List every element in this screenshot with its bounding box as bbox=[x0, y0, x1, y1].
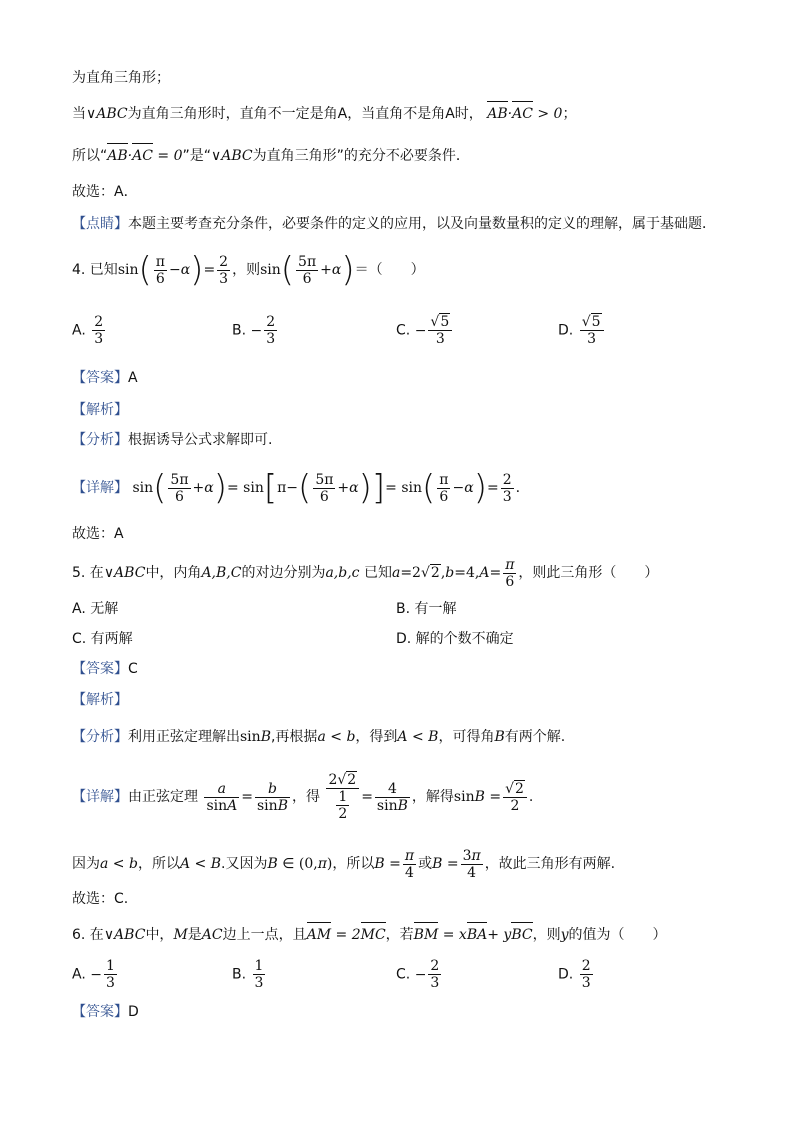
question-5: 5. 在∨ABC中，内角A,B,C的对边分别为a,b,c 已知a=2√2,b=4,A= $\frac{\pi}{6}$ ，则此三角形（ ） bbox=[72, 556, 659, 590]
math-expr: $\frac{√5}{3}$ bbox=[580, 314, 604, 347]
math-expr: a bbox=[391, 565, 401, 581]
text-line bbox=[72, 182, 138, 202]
paragraph-text: ，则此三角形（ ） bbox=[518, 565, 659, 581]
paragraph-text: 因为 bbox=[72, 856, 100, 872]
text-line bbox=[72, 889, 128, 909]
text-line bbox=[72, 104, 576, 124]
answer-line bbox=[72, 659, 138, 679]
math-expr: ∨ABC bbox=[211, 148, 253, 164]
math-expr: AB·AC = 0 bbox=[107, 148, 183, 164]
option-a bbox=[72, 314, 107, 347]
paragraph-text: 故选：A． bbox=[72, 184, 138, 200]
question-4 bbox=[72, 252, 425, 288]
paragraph-text: 有两个解. bbox=[504, 729, 566, 745]
math-expr: $\frac{a}{\sin A}$ bbox=[206, 780, 238, 814]
math-expr: A,B,C bbox=[201, 565, 242, 581]
detail-line: 【详解】由正弦定理 $\frac{a}{\sin A}$ = $\frac{b}{\sin B}$ ，得 $\frac{2√2}{\frac{1}{2}}$ = $\frac{4}{\sin B}$ ，解得sinB = $\frac{√2}{2}$ . bbox=[72, 772, 534, 822]
paragraph-text: ，若 bbox=[385, 927, 414, 943]
option-text: A. 无解 bbox=[72, 601, 119, 617]
paragraph-text: ，所以 bbox=[137, 856, 180, 872]
question-number: 4. 已知 bbox=[72, 262, 118, 278]
option-c bbox=[72, 628, 133, 648]
math-expr: − $\frac{√5}{3}$ bbox=[415, 323, 455, 339]
paragraph-text: ，可得角 bbox=[438, 729, 495, 745]
paragraph-text: ，得 bbox=[291, 789, 320, 805]
analysis-line: 【分析】利用正弦定理解出sinB,再根据a < b，得到A < B，可得角B有两个解. bbox=[72, 729, 566, 745]
section-tag: 【答案】 bbox=[72, 1004, 128, 1020]
analysis-header bbox=[72, 400, 128, 420]
paragraph-text: ，故此三角形有两解. bbox=[484, 856, 616, 872]
math-expr: $\frac{2}{3}$ bbox=[94, 314, 104, 347]
paragraph-text: 本题主要考查充分条件，必要条件的定义的应用，以及向量数量积的定义的理解，属于基础题． bbox=[128, 216, 716, 232]
paragraph-text: 根据诱导公式求解即可. bbox=[128, 432, 273, 448]
text-line bbox=[72, 524, 124, 544]
paragraph-text: 中，内角 bbox=[145, 565, 202, 581]
paragraph-text: 故选：A bbox=[72, 526, 124, 542]
math-expr: sin( $\frac{5\pi}{6}$ +α)= sin[π−( $\frac{5\pi}{6}$ +α)]= sin( $\frac{\pi}{6}$ −α)= $\frac{2}{3}$ . bbox=[132, 468, 521, 508]
paragraph-text: ＝（ ） bbox=[354, 262, 425, 278]
option-b bbox=[232, 314, 279, 347]
option-letter: A. bbox=[72, 966, 86, 983]
reason-line: 因为a < b，所以A < B.又因为B ∈ (0,π)，所以B = $\frac{\pi}{4}$ 或B = $\frac{3\pi}{4}$ ，故此三角形有两解. bbox=[72, 847, 616, 881]
option-a bbox=[72, 598, 118, 618]
option-d bbox=[558, 314, 606, 347]
section-tag: 【答案】 bbox=[72, 661, 128, 677]
paragraph-text: ，解得 bbox=[411, 789, 454, 805]
section-tag: 【详解】 bbox=[72, 480, 128, 496]
section-tag: 【详解】 bbox=[72, 789, 128, 805]
paragraph-text: 当 bbox=[72, 106, 86, 122]
option-c: C. − $\frac{2}{3}$ bbox=[396, 958, 440, 991]
paragraph-text: ,再根据 bbox=[270, 729, 318, 745]
option-letter: D. bbox=[558, 322, 574, 339]
question-6: 6. 在∨ABC中，M是AC边上一点，且AM = 2MC，若BM = xBA+ yBC，则y的值为（ ） bbox=[72, 927, 667, 943]
paragraph-text: ，则 bbox=[532, 927, 561, 943]
section-tag: 【分析】 bbox=[72, 432, 128, 448]
answer-value: A bbox=[128, 370, 138, 386]
answer-value: C bbox=[128, 661, 138, 677]
section-tag: 【点睛】 bbox=[72, 216, 128, 232]
analysis-line bbox=[72, 430, 272, 450]
option-letter: B. bbox=[232, 322, 247, 339]
math-expr: sin( $\frac{5\pi}{6}$ +α) bbox=[260, 250, 355, 290]
option-letter: A. bbox=[72, 322, 86, 339]
answer-value: D bbox=[128, 1004, 139, 1020]
paragraph-text: 为直角三角形时，直角不一定是角A，当直角不是角A时， bbox=[127, 106, 483, 122]
math-expr: sin( $\frac{\pi}{6}$ −α)= $\frac{2}{3}$ bbox=[117, 250, 229, 290]
section-tag: 【答案】 bbox=[72, 370, 128, 386]
paragraph-text: ，所以 bbox=[332, 856, 375, 872]
paragraph-text: ，则 bbox=[232, 262, 261, 278]
section-tag: 【解析】 bbox=[72, 692, 128, 708]
paragraph-text: 为直角三角形； bbox=[72, 70, 170, 86]
math-expr: − $\frac{2}{3}$ bbox=[250, 314, 276, 347]
option-b bbox=[396, 598, 457, 618]
paragraph-text: 利用正弦定理解出 bbox=[128, 729, 240, 745]
option-letter: D. bbox=[558, 966, 574, 983]
option-d bbox=[396, 628, 514, 648]
question-number: 5. 在 bbox=[72, 565, 104, 581]
math-expr: ∨ABC bbox=[103, 565, 146, 581]
text-line bbox=[72, 146, 470, 166]
option-a: A. − $\frac{1}{3}$ bbox=[72, 958, 115, 991]
paragraph-text: 为直角三角形”的充分不必要条件． bbox=[252, 148, 470, 164]
option-letter: C. bbox=[396, 966, 411, 983]
paragraph-text: ； bbox=[562, 106, 577, 122]
math-expr: ∨ABC bbox=[86, 106, 128, 122]
paragraph-text: 或 bbox=[418, 856, 433, 872]
paragraph-text: 所以“ bbox=[72, 148, 108, 164]
option-text: C. 有两解 bbox=[72, 631, 133, 647]
paragraph-text: 已知 bbox=[363, 565, 392, 581]
analysis-header bbox=[72, 690, 128, 710]
paragraph-text: 的对边分别为 bbox=[241, 565, 326, 581]
paragraph-text: .又因为 bbox=[221, 856, 268, 872]
question-number: 6. 在 bbox=[72, 927, 104, 943]
text-line bbox=[72, 68, 170, 88]
paragraph-text: 边上一点，且 bbox=[222, 927, 307, 943]
paragraph-text: 由正弦定理 bbox=[128, 789, 198, 805]
option-text: B. 有一解 bbox=[396, 601, 457, 617]
answer-line bbox=[72, 1002, 139, 1022]
paragraph-text: ”是“ bbox=[182, 148, 212, 164]
answer-line bbox=[72, 368, 138, 388]
paragraph-text: ，得到 bbox=[355, 729, 398, 745]
option-letter: B. bbox=[232, 966, 247, 983]
paragraph-text: 故选：C. bbox=[72, 891, 129, 907]
text-line bbox=[72, 214, 716, 234]
option-c bbox=[396, 314, 454, 347]
paragraph-text: 的值为（ ） bbox=[568, 927, 667, 943]
section-tag: 【分析】 bbox=[72, 729, 128, 745]
option-letter: C. bbox=[396, 322, 411, 339]
math-expr: AB·AC > 0 bbox=[487, 106, 563, 122]
paragraph-text: 是 bbox=[187, 927, 202, 943]
math-expr: $\frac{2√2}{\frac{1}{2}}$ bbox=[326, 772, 359, 822]
detail-line bbox=[72, 470, 520, 506]
option-d: D. $\frac{2}{3}$ bbox=[558, 958, 591, 991]
section-tag: 【解析】 bbox=[72, 402, 128, 418]
option-b: B. $\frac{1}{3}$ bbox=[232, 958, 264, 991]
paragraph-text: 中， bbox=[145, 927, 174, 943]
math-expr: a,b,c bbox=[325, 565, 360, 581]
option-text: D. 解的个数不确定 bbox=[396, 631, 514, 647]
